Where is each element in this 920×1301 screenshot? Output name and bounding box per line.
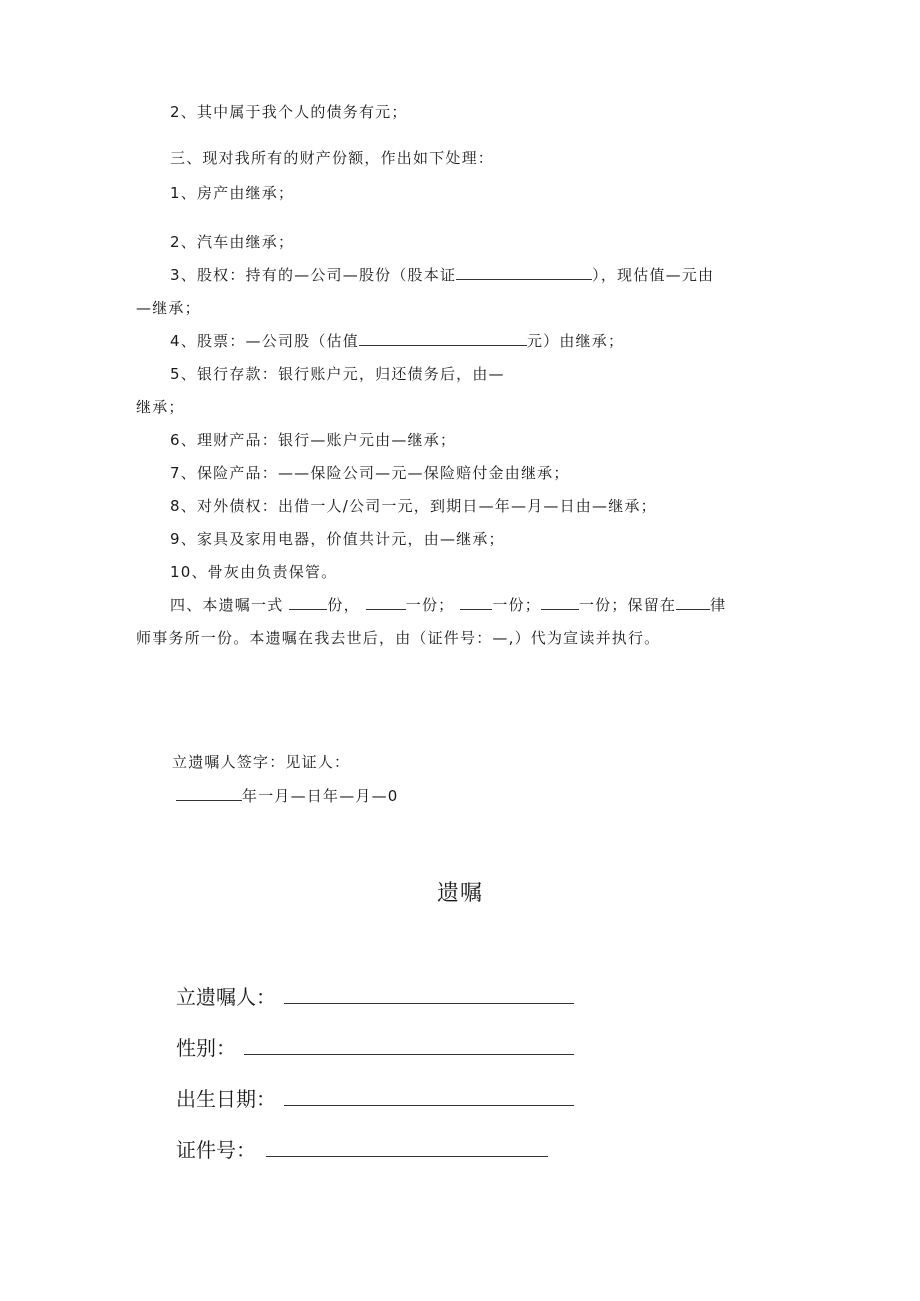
section-4-text-6: 律	[710, 596, 727, 614]
section-4-text-3: 一份；	[405, 596, 455, 614]
date-line	[176, 786, 399, 806]
item-furniture: 9、家具及家用电器，价值共计元，由—继承；	[170, 530, 505, 548]
item-ashes: 10、骨灰由负责保管。	[170, 563, 338, 581]
section-4-text-2: 份，	[327, 596, 360, 614]
item-equity-text-a: 3、股权：持有的—公司—股份（股本证	[170, 266, 457, 284]
item-car: 2、汽车由继承；	[170, 233, 295, 251]
section-4-text-4: 一份；	[492, 596, 541, 614]
item-insurance: 7、保险产品：——保险公司—元—保险赔付金由继承；	[170, 464, 570, 482]
item-equity-continued: —继承；	[136, 299, 201, 317]
birthdate-field	[176, 1085, 574, 1113]
section-4-line-1	[170, 595, 726, 615]
id-number-blank	[266, 1136, 548, 1157]
blank-line	[456, 265, 592, 280]
gender-blank	[244, 1034, 574, 1055]
signature-line: 立遗嘱人签字：见证人：	[172, 753, 351, 771]
blank-line	[676, 595, 710, 610]
date-text: 年一月—日年—月—0	[242, 787, 399, 805]
item-equity-text-b: ），现估值—元由	[592, 266, 715, 284]
item-claims: 8、对外债权：出借一人/公司一元，到期日—年—月—日由—继承；	[170, 497, 657, 515]
birthdate-label: 出生日期：	[176, 1087, 276, 1111]
item-house: 1、房产由继承；	[170, 184, 295, 202]
item-stock-text-b: 元）由继承；	[526, 332, 625, 350]
item-stock	[170, 331, 624, 351]
blank-line	[541, 595, 579, 610]
section-4-line-2: 师事务所一份。本遗嘱在我去世后，由（证件号：—,）代为宣读并执行。	[136, 629, 661, 647]
testator-blank	[284, 983, 574, 1004]
blank-line	[176, 786, 242, 801]
item-bank-deposit-continued: 继承；	[136, 398, 185, 416]
section-3-heading: 三、现对我所有的财产份额，作出如下处理：	[170, 149, 495, 167]
gender-label: 性别：	[176, 1036, 236, 1060]
blank-line	[460, 595, 492, 610]
blank-line	[366, 595, 406, 610]
section-4-text-5: 一份；保留在	[578, 596, 677, 614]
debt-item-2: 2、其中属于我个人的债务有元；	[170, 103, 408, 121]
item-bank-deposit: 5、银行存款：银行账户元，归还债务后，由—	[170, 365, 505, 383]
id-number-field	[176, 1136, 548, 1164]
item-stock-text-a: 4、股票：—公司股（估值	[170, 332, 359, 350]
birthdate-blank	[284, 1085, 574, 1106]
testator-field	[176, 983, 574, 1011]
section-4-text-1: 四、本遗嘱一式	[170, 596, 284, 614]
blank-line	[289, 595, 327, 610]
testator-label: 立遗嘱人：	[176, 985, 276, 1009]
item-wealth-product: 6、理财产品：银行—账户元由—继承；	[170, 431, 457, 449]
item-equity	[170, 265, 714, 285]
id-number-label: 证件号：	[176, 1138, 256, 1162]
blank-line	[359, 331, 527, 346]
gender-field	[176, 1034, 574, 1062]
will-title: 遗嘱	[436, 881, 483, 906]
